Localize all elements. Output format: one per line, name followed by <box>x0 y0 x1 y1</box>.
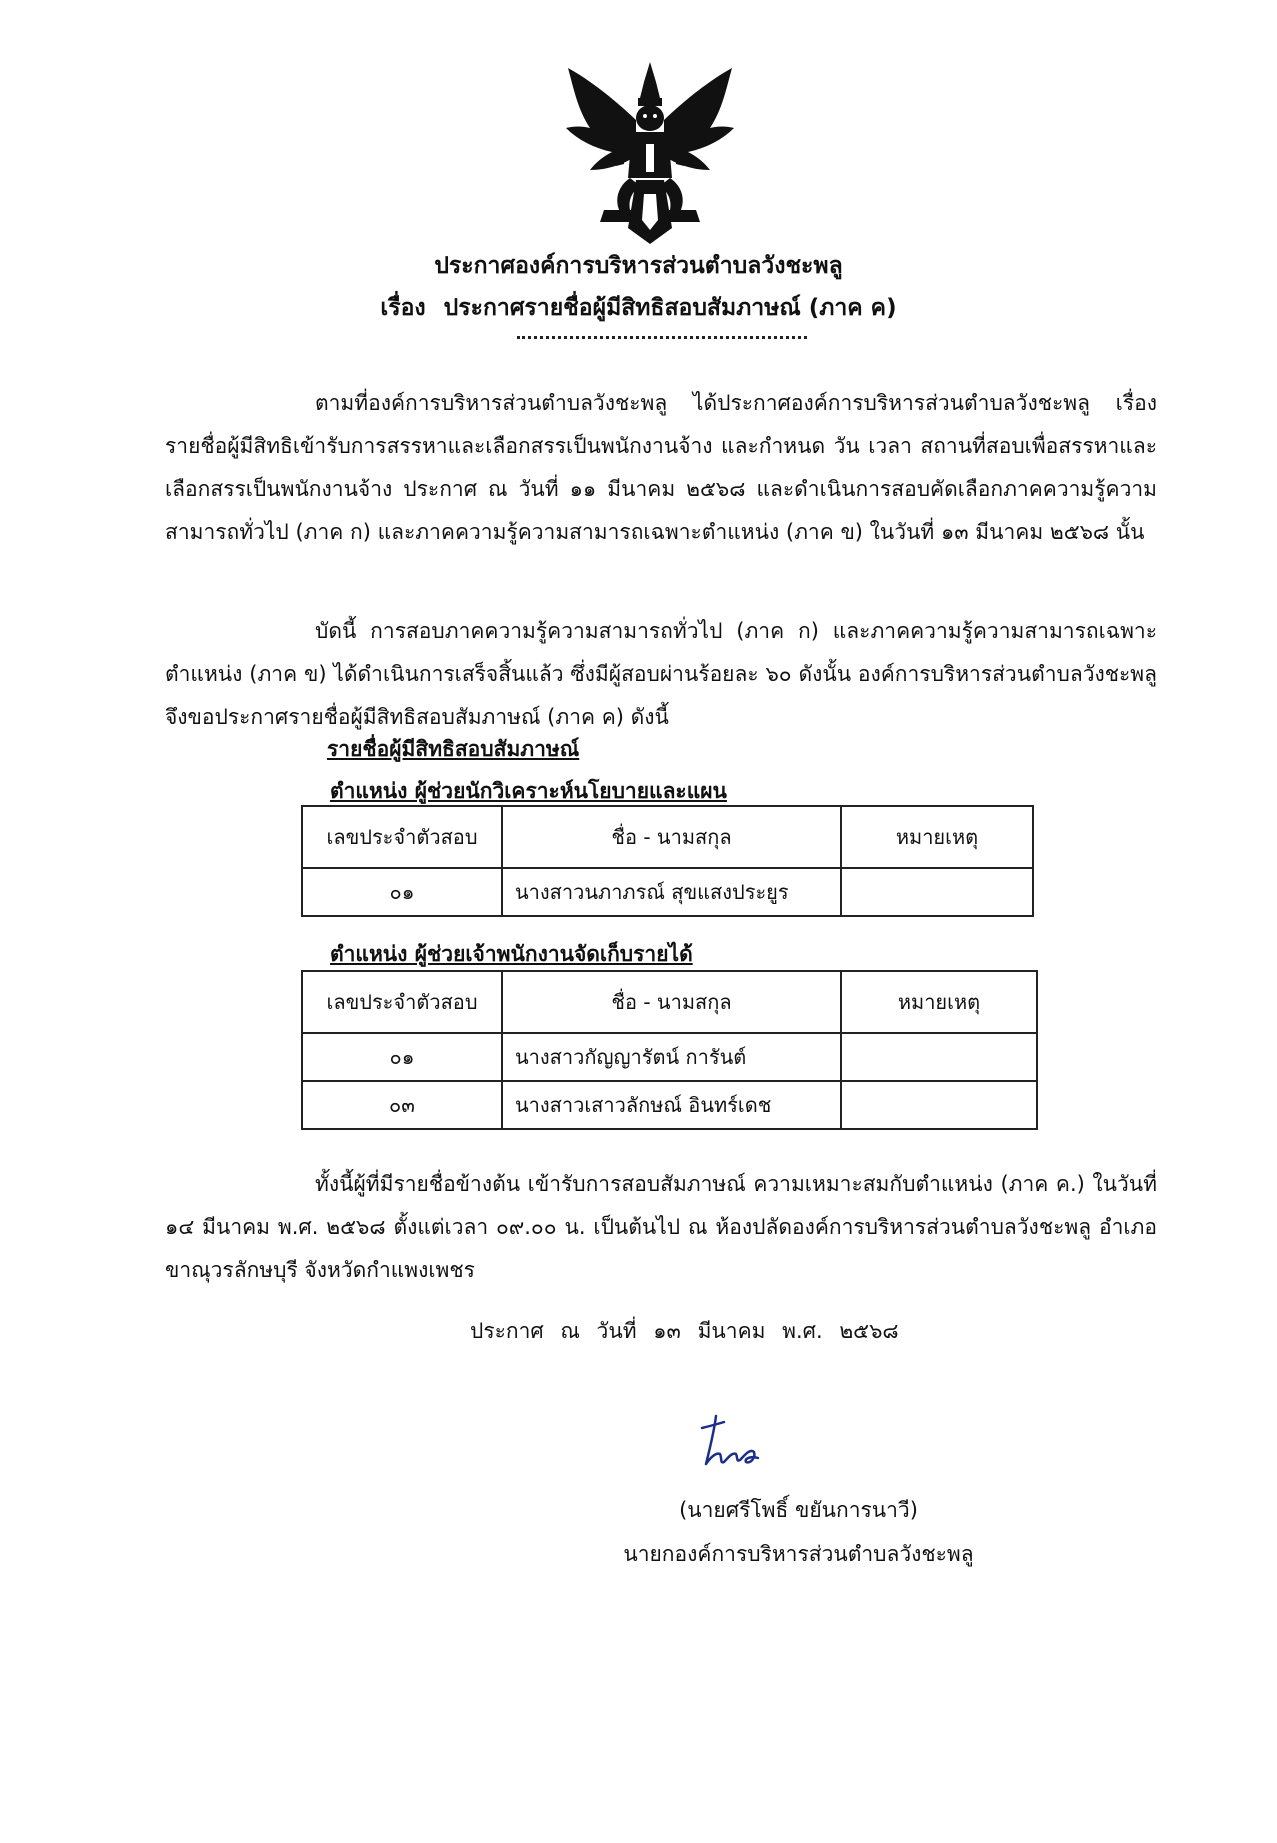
header-remark: หมายเหตุ <box>841 806 1033 868</box>
cell-remark <box>841 1033 1037 1081</box>
position-1-title: ตำแหน่ง ผู้ช่วยนักวิเคราะห์นโยบายและแผน <box>330 779 727 803</box>
separator-dots <box>517 336 807 339</box>
table-row <box>302 1081 1037 1129</box>
cell-remark <box>841 1081 1037 1129</box>
subject-label: เรื่อง <box>380 295 426 321</box>
announcement-title: ประกาศองค์การบริหารส่วนตำบลวังชะพลู <box>434 253 843 279</box>
table-header-row <box>302 971 1037 1033</box>
table-header-row <box>302 806 1033 868</box>
header-remark: หมายเหตุ <box>841 971 1037 1033</box>
header-id: เลขประจำตัวสอบ <box>302 971 502 1033</box>
paragraph-result: บัดนี้ การสอบภาคความรู้ความสามารถทั่วไป (ภาค ก) และภาคความรู้ความสามารถเฉพาะตำแหน่ง (ภาค ข) ได้ดำเนินการเสร็จสิ้นแล้ว ซึ่งมีผู้สอบผ่านร้อยละ ๖๐ ดังนั้น องค์การบริหารส่วนตำบลวังชะพลู จึงขอประกาศรายชื่อผู้มีสิทธิสอบสัมภาษณ์ (ภาค ค) ดังนี้ <box>165 619 1157 729</box>
header-name: ชื่อ - นามสกุล <box>502 971 841 1033</box>
cell-name: นางสาวเสาวลักษณ์ อินทร์เดช <box>502 1081 841 1129</box>
cell-id: ๐๓ <box>302 1081 502 1129</box>
table-row <box>302 1033 1037 1081</box>
announced-date: ประกาศ ณ วันที่ ๑๓ มีนาคม พ.ศ. ๒๕๖๘ <box>470 1319 899 1343</box>
subject-text: ประกาศรายชื่อผู้มีสิทธิสอบสัมภาษณ์ (ภาค ค) <box>443 295 897 321</box>
cell-name: นางสาวกัญญารัตน์ การันต์ <box>502 1033 841 1081</box>
cell-id: ๐๑ <box>302 1033 502 1081</box>
position-1-table <box>301 805 1034 917</box>
garuda-emblem-icon <box>560 60 740 245</box>
signature-icon <box>680 1408 780 1478</box>
cell-remark <box>841 868 1033 916</box>
cell-id: ๐๑ <box>302 868 502 916</box>
position-2-title: ตำแหน่ง ผู้ช่วยเจ้าพนักงานจัดเก็บรายได้ <box>330 942 693 966</box>
signer-title: นายกองค์การบริหารส่วนตำบลวังชะพลู <box>623 1542 974 1566</box>
signer-name: (นายศรีโพธิ์ ขยันการนาวี) <box>679 1498 918 1522</box>
position-2-table <box>301 970 1038 1130</box>
header-id: เลขประจำตัวสอบ <box>302 806 502 868</box>
table-row <box>302 868 1033 916</box>
cell-name: นางสาวนภาภรณ์ สุขแสงประยูร <box>502 868 841 916</box>
paragraph-interview-schedule: ทั้งนี้ผู้ที่มีรายชื่อข้างต้น เข้ารับการสอบสัมภาษณ์ ความเหมาะสมกับตำแหน่ง (ภาค ค.) ในวันที่ ๑๔ มีนาคม พ.ศ. ๒๕๖๘ ตั้งแต่เวลา ๐๙.๐๐ น. เป็นต้นไป ณ ห้องปลัดองค์การบริหารส่วนตำบลวังชะพลู อำเภอขาณุวรลักษบุรี จังหวัดกำแพงเพชร <box>165 1172 1157 1282</box>
announcement-subject <box>0 290 1277 326</box>
eligible-list-heading: รายชื่อผู้มีสิทธิสอบสัมภาษณ์ <box>327 737 580 761</box>
paragraph-background: ตามที่องค์การบริหารส่วนตำบลวังชะพลู ได้ประกาศองค์การบริหารส่วนตำบลวังชะพลู เรื่อง รายชื่อผู้มีสิทธิเข้ารับการสรรหาและเลือกสรรเป็นพนักงานจ้าง และกำหนด วัน เวลา สถานที่สอบเพื่อสรรหาและเลือกสรรเป็นพนักงานจ้าง ประกาศ ณ วันที่ ๑๑ มีนาคม ๒๕๖๘ และดำเนินการสอบคัดเลือกภาคความรู้ความสามารถทั่วไป (ภาค ก) และภาคความรู้ความสามารถเฉพาะตำแหน่ง (ภาค ข) ในวันที่ ๑๓ มีนาคม ๒๕๖๘ นั้น <box>165 391 1157 544</box>
header-name: ชื่อ - นามสกุล <box>502 806 841 868</box>
